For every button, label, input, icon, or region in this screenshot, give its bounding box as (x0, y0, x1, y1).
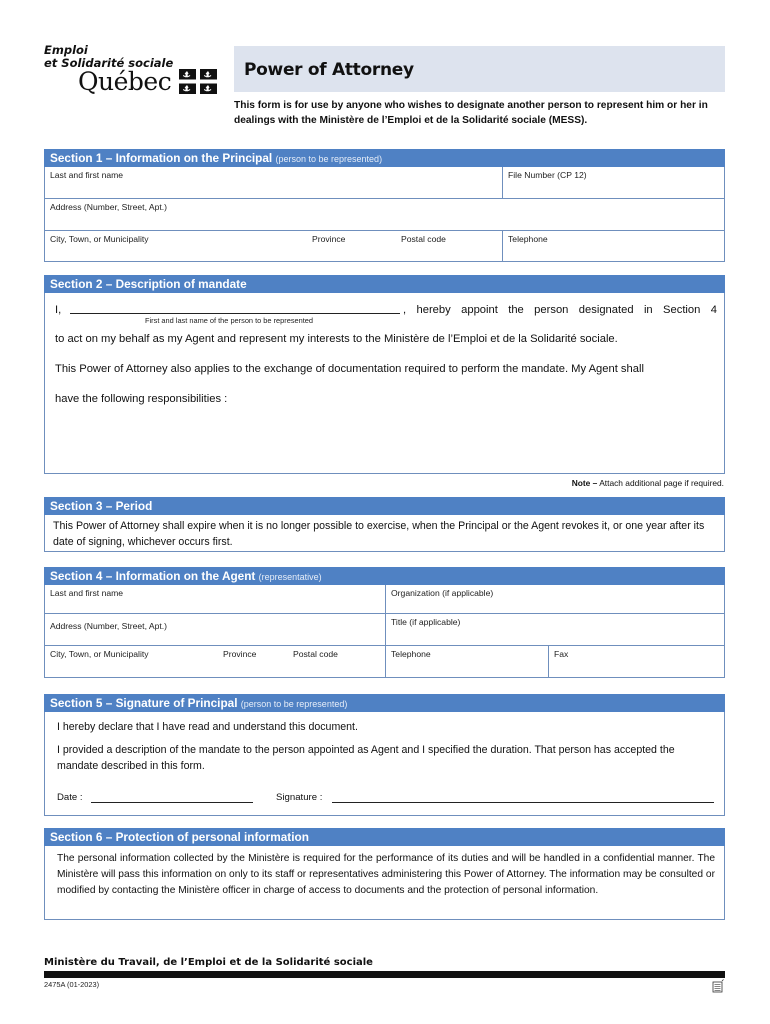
agent-address-field[interactable] (45, 614, 385, 645)
agent-city-field[interactable] (45, 646, 218, 678)
form-code: 2475A (01-2023) (44, 980, 100, 989)
principal-phone-label: Telephone (508, 234, 548, 244)
section4-row-name (45, 585, 724, 614)
section5-box (44, 712, 725, 816)
principal-phone-field[interactable] (502, 231, 724, 262)
document-stack-icon (711, 979, 725, 993)
responsibilities-field[interactable] (55, 411, 715, 467)
section5-subtitle: (person to be represented) (240, 699, 348, 709)
agent-title-field[interactable] (385, 614, 724, 645)
section2-header (44, 275, 725, 293)
agent-fax-label: Fax (554, 649, 569, 659)
section4-row-address (45, 614, 724, 646)
section4-header (44, 567, 725, 585)
agent-title-label: Title (if applicable) (391, 617, 461, 627)
agent-fax-field[interactable] (548, 646, 724, 678)
agent-postal-label: Postal code (293, 649, 338, 659)
section6-header (44, 828, 725, 846)
mandate-line-4: have the following responsibilities : (55, 393, 228, 405)
logo-line-solidarite: et Solidarité sociale (44, 56, 174, 70)
principal-file-number-field[interactable] (502, 167, 724, 198)
date-label: Date : (57, 792, 83, 803)
section1-header (44, 149, 725, 167)
section1-box (44, 167, 725, 262)
section6-box (44, 846, 725, 920)
principal-city-field[interactable] (45, 231, 307, 262)
agent-city-label: City, Town, or Municipality (50, 649, 149, 659)
quebec-flag-icon (179, 69, 217, 94)
principal-signature-line[interactable] (332, 802, 714, 803)
section3-title: Section 3 – Period (50, 499, 153, 513)
form-intro: This form is for use by anyone who wishes to designate another person to represent him or her in dealings with the Ministère de l’Emploi et de la Solidarité sociale (MESS). (234, 100, 708, 126)
signature-label: Signature : (276, 792, 323, 803)
ministry-logo (44, 44, 224, 100)
section5-header (44, 694, 725, 712)
section1-row-city (45, 231, 724, 262)
principal-address-label: Address (Number, Street, Apt.) (50, 202, 168, 212)
section4-title: Section 4 – Information on the Agent (50, 569, 256, 583)
section1-title: Section 1 – Information on the Principal (50, 151, 273, 165)
principal-province-label: Province (312, 234, 346, 244)
principal-name-field[interactable] (45, 167, 502, 198)
principal-name-hint: First and last name of the person to be represented (145, 316, 314, 325)
form-title: Power of Attorney (244, 60, 414, 80)
principal-postal-label: Postal code (401, 234, 446, 244)
principal-name-line[interactable] (70, 313, 400, 314)
agent-phone-field[interactable] (385, 646, 548, 678)
attach-note-text: Attach additional page if required. (599, 478, 724, 488)
attach-note-bold: Note – (571, 478, 598, 488)
mandate-line-3: This Power of Attorney also applies to the exchange of documentation required to perform the mandate. My Agent shall (55, 363, 644, 375)
signature-date-line[interactable] (91, 802, 253, 803)
section4-box (44, 585, 725, 678)
section2-title: Section 2 – Description of mandate (50, 277, 247, 291)
footer-bar (44, 971, 725, 978)
attach-note (572, 478, 724, 488)
section1-row-address (45, 199, 724, 231)
agent-province-label: Province (223, 649, 257, 659)
agent-name-field[interactable] (45, 585, 385, 613)
section1-subtitle: (person to be represented) (275, 154, 383, 164)
declaration-text: I hereby declare that I have read and understand this document. (57, 721, 358, 733)
logo-quebec-wordmark: Québec (78, 67, 172, 96)
agent-name-label: Last and first name (50, 588, 124, 598)
footer-ministry: Ministère du Travail, de l’Emploi et de la Solidarité sociale (44, 957, 373, 968)
section5-title: Section 5 – Signature of Principal (50, 696, 238, 710)
mandate-provided-text: I provided a description of the mandate to the person appointed as Agent and I specified the duration. That person has accepted the mandate described in this form. (57, 744, 675, 772)
agent-organization-field[interactable] (385, 585, 724, 613)
agent-postal-field[interactable] (288, 646, 385, 678)
section3-header (44, 497, 725, 515)
mandate-i-text: I, (55, 304, 62, 316)
section4-row-city (45, 646, 724, 678)
agent-province-field[interactable] (218, 646, 288, 678)
section3-box (44, 515, 725, 552)
principal-name-label: Last and first name (50, 170, 124, 180)
section6-title: Section 6 – Protection of personal information (50, 830, 309, 844)
section1-row-name (45, 167, 724, 199)
logo-line-emploi: Emploi (44, 43, 88, 57)
form-title-box (234, 46, 725, 92)
mandate-appoint-text: , hereby appoint the person designated in Section 4 (403, 304, 717, 316)
privacy-text: The personal information collected by the Ministère is required for the performance of its duties and will be handled in a confidential manner. The Ministère will pass this information on only to its staff or representatives administering this Power of Attorney. The information may be consulted or modified by contacting the Ministère officer in charge of access to documents and the protection of personal information. (57, 853, 715, 896)
principal-file-number-label: File Number (CP 12) (508, 170, 587, 180)
principal-province-field[interactable] (307, 231, 396, 262)
section4-subtitle: (representative) (258, 572, 322, 582)
section2-box (44, 293, 725, 474)
principal-address-field[interactable] (45, 199, 724, 230)
agent-phone-label: Telephone (391, 649, 431, 659)
principal-postal-field[interactable] (396, 231, 502, 262)
agent-address-label: Address (Number, Street, Apt.) (50, 621, 168, 631)
agent-organization-label: Organization (if applicable) (391, 588, 494, 598)
period-text: This Power of Attorney shall expire when it is no longer possible to exercise, when the Principal or the Agent revokes it, or one year after its date of signing, whichever occurs first. (53, 520, 705, 548)
mandate-line-2: to act on my behalf as my Agent and represent my interests to the Ministère de l’Emploi et de la Solidarité sociale. (55, 333, 618, 345)
principal-city-label: City, Town, or Municipality (50, 234, 149, 244)
